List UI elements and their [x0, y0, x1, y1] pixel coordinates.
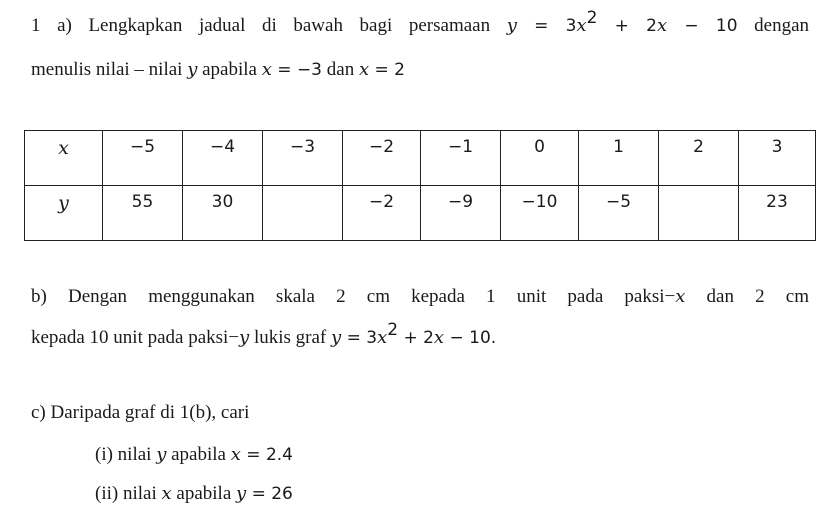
question-a-text: apabila	[197, 59, 262, 80]
table-cell: 55	[103, 186, 183, 241]
table-cell-blank	[263, 186, 343, 241]
variable-x: x	[261, 59, 272, 80]
table-cell: −4	[183, 131, 263, 186]
equation-part: + 2	[398, 328, 434, 348]
value: = −3	[271, 60, 323, 80]
value: = 2	[369, 60, 405, 80]
table-cell-blank	[659, 186, 739, 241]
equation-part: = 3	[341, 328, 378, 348]
value: = 26	[246, 484, 293, 504]
question-a-line1	[31, 8, 810, 38]
table-cell: −5	[579, 186, 659, 241]
table-header-y: y	[25, 186, 103, 241]
table-cell: −3	[263, 131, 343, 186]
variable-y: y	[156, 444, 167, 465]
table-cell: 3	[739, 131, 816, 186]
values-table	[24, 130, 816, 241]
question-c-intro: c) Daripada graf di 1(b), cari	[31, 402, 250, 423]
equation-y: y	[331, 327, 342, 348]
equation-part: + 2	[597, 16, 657, 36]
table-row-y	[25, 186, 816, 241]
equation-exponent: 2	[586, 8, 598, 28]
question-b-text: lukis graf	[249, 327, 332, 348]
question-a-text: 1 a) Lengkapkan jadual di bawah bagi persamaan	[31, 15, 507, 36]
variable-x: x	[230, 444, 241, 465]
table-cell: 0	[501, 131, 579, 186]
table-cell: 23	[739, 186, 816, 241]
table-cell: 2	[659, 131, 739, 186]
question-b-text: b) Dengan menggunakan skala 2 cm kepada 1 unit pada paksi−	[31, 286, 676, 307]
question-b-text: kepada 10 unit pada paksi−	[31, 327, 240, 348]
equation-y: y	[506, 15, 517, 36]
equation-part: = 3	[516, 16, 577, 36]
table-cell: 30	[183, 186, 263, 241]
table-cell: −2	[343, 131, 421, 186]
equation-x: x	[377, 327, 388, 348]
table-cell: −1	[421, 131, 501, 186]
question-a-text: dan	[322, 59, 359, 80]
equation-part: − 10	[667, 16, 738, 36]
table-cell: −9	[421, 186, 501, 241]
question-c-part-i: (i) nilai y apabila x = 2.4	[95, 444, 293, 465]
table-row-x	[25, 131, 816, 186]
table-cell: −2	[343, 186, 421, 241]
table-header-x: x	[25, 131, 103, 186]
table-cell: −5	[103, 131, 183, 186]
variable-y: y	[239, 327, 250, 348]
equation-exponent: 2	[387, 320, 399, 340]
question-a-text: dengan	[737, 15, 810, 36]
question-b-line2	[31, 320, 497, 350]
variable-x: x	[675, 286, 686, 307]
question-b-line1	[31, 285, 809, 309]
equation-x: x	[576, 15, 587, 36]
variable-y: y	[187, 59, 198, 80]
equation-part: − 10.	[444, 328, 497, 348]
question-a-line2	[31, 58, 405, 82]
table-cell: 1	[579, 131, 659, 186]
question-b-text: dan 2 cm	[685, 286, 809, 307]
equation-x: x	[433, 327, 445, 348]
value: = 2.4	[240, 445, 293, 465]
question-a-text: menulis nilai – nilai	[31, 59, 188, 80]
table-cell: −10	[501, 186, 579, 241]
question-c-part-ii: (ii) nilai x apabila y = 26	[95, 483, 293, 504]
equation-x: x	[657, 15, 668, 36]
variable-y: y	[236, 483, 247, 504]
variable-x: x	[161, 483, 172, 504]
variable-x: x	[358, 59, 370, 80]
